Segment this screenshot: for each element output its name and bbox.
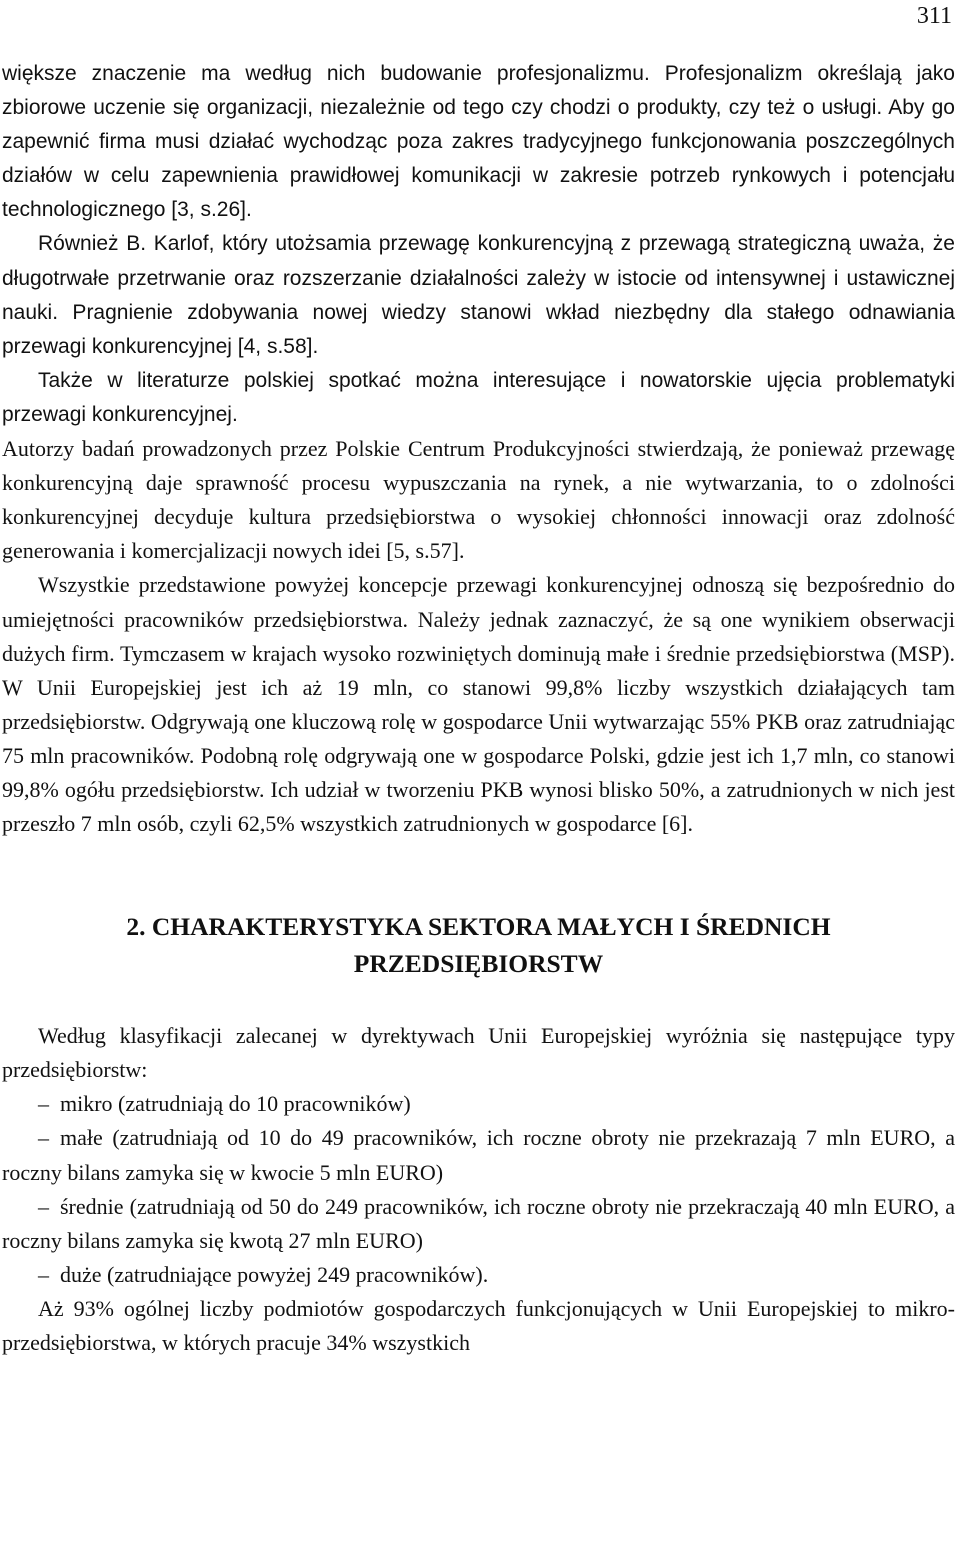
section-heading-line-1: 2. CHARAKTERYSTYKA SEKTORA MAŁYCH I ŚREDNICH xyxy=(126,912,831,942)
paragraph-classification-intro: Według klasyfikacji zalecanej w dyrektywach Unii Europejskiej wyróżnia się następujące typy przedsiębiorstw: xyxy=(2,1023,955,1083)
paragraph-professionalism: większe znaczenie ma według nich budowanie profesjonalizmu. Profesjonalizm określają jako zbiorowe uczenie się organizacji, niezależnie od tego czy chodzi o produkty, czy też o usługi. Aby go zapewnić firma musi działać wychodząc poza zakres tradycyjnego funkcjonowania poszczególnych działów w celu zapewnienia prawidłowej komunikacji w zakresie potrzeb rynkowych i potencjału technologicznego [3, s.26]. xyxy=(2,62,955,222)
list-item-small xyxy=(2,1121,955,1189)
classification-block xyxy=(2,1019,955,1360)
list-item-text: małe (zatrudniają od 10 do 49 pracowników, ich roczne obroty nie przekrazają 7 mln EURO, a roczny bilans zamyka się w kwocie 5 mln EURO) xyxy=(2,1125,955,1185)
section-heading xyxy=(2,908,955,982)
list-item-text: duże (zatrudniające powyżej 249 pracowników). xyxy=(60,1261,489,1287)
dash-bullet: – xyxy=(38,1125,49,1151)
sans-text-block xyxy=(2,57,955,432)
list-item-text: mikro (zatrudniają do 10 pracowników) xyxy=(60,1091,411,1117)
list-item-text: średnie (zatrudniają od 50 do 249 pracowników, ich roczne obroty nie przekraczają 40 mln EURO, a roczny bilans zamyka się kwotą 27 mln EURO) xyxy=(2,1193,955,1253)
paragraph-productivity-centre: Autorzy badań prowadzonych przez Polskie Centrum Produkcyjności stwierdzają, że ponieważ przewagę konkurencyjną daje sprawność procesu wypuszczania na rynek, a nie wytwarzania, to o zdolności konkurencyjnej decyduje kultura przedsiębiorstwa o wysokiej chłonności innowacji oraz zdolność generowania i komercjalizacji nowych idei [5, s.57]. xyxy=(2,436,955,564)
paragraph-polish-literature: Także w literaturze polskiej spotkać można interesujące i nowatorskie ujęcia problematyki przewagi konkurencyjnej. xyxy=(2,368,955,426)
page-content xyxy=(2,57,955,1360)
paragraph-karlof: Również B. Karlof, który utożsamia przewagę konkurencyjną z przewagą strategiczną uważa, że długotrwałe przetrwanie oraz rozszerzanie działalności zależy w istocie od intensywnej i ustawicznej nauki. Pragnienie zdobywania nowej wiedzy stanowi wkład niezbędny dla stałego odnawiania przewagi konkurencyjnej [4, s.58]. xyxy=(2,232,955,358)
paragraph-sme-statistics: Wszystkie przedstawione powyżej koncepcje przewagi konkurencyjnej odnoszą się bezpośrednio do umiejętności pracowników przedsiębiorstwa. Należy jednak zaznaczyć, że są one wynikiem obserwacji dużych firm. Tymczasem w krajach wysoko rozwiniętych dominują małe i średnie przedsiębiorstwa (MSP). W Unii Europejskiej jest ich aż 19 mln, co stanowi 99,8% liczby wszystkich działających tam przedsiębiorstw. Odgrywają one kluczową rolę w gospodarce Unii wytwarzając 55% PKB oraz zatrudniając 75 mln pracowników. Podobną rolę odgrywają one w gospodarce Polski, gdzie jest ich 1,7 mln, co stanowi 99,8% ogółu przedsiębiorstw. Ich udział w tworzeniu PKB wynosi blisko 50%, a zatrudnionych w nich jest przeszło 7 mln osób, czyli 62,5% wszystkich zatrudnionych w gospodarce [6]. xyxy=(2,572,955,837)
section-heading-line-2: PRZEDSIĘBIORSTW xyxy=(353,949,604,979)
list-item-medium xyxy=(2,1190,955,1258)
paragraph-micro-share: Aż 93% ogólnej liczby podmiotów gospodarczych funkcjonujących w Unii Europejskiej to mikro-przedsiębiorstwa, w których pracuje 34% wszystkich xyxy=(2,1295,955,1355)
dash-bullet: – xyxy=(38,1261,49,1287)
serif-text-block xyxy=(2,432,955,841)
page-number: 311 xyxy=(916,3,952,29)
list-item-micro xyxy=(2,1087,955,1121)
dash-bullet: – xyxy=(38,1193,49,1219)
dash-bullet: – xyxy=(38,1091,49,1117)
list-item-large xyxy=(2,1258,955,1292)
